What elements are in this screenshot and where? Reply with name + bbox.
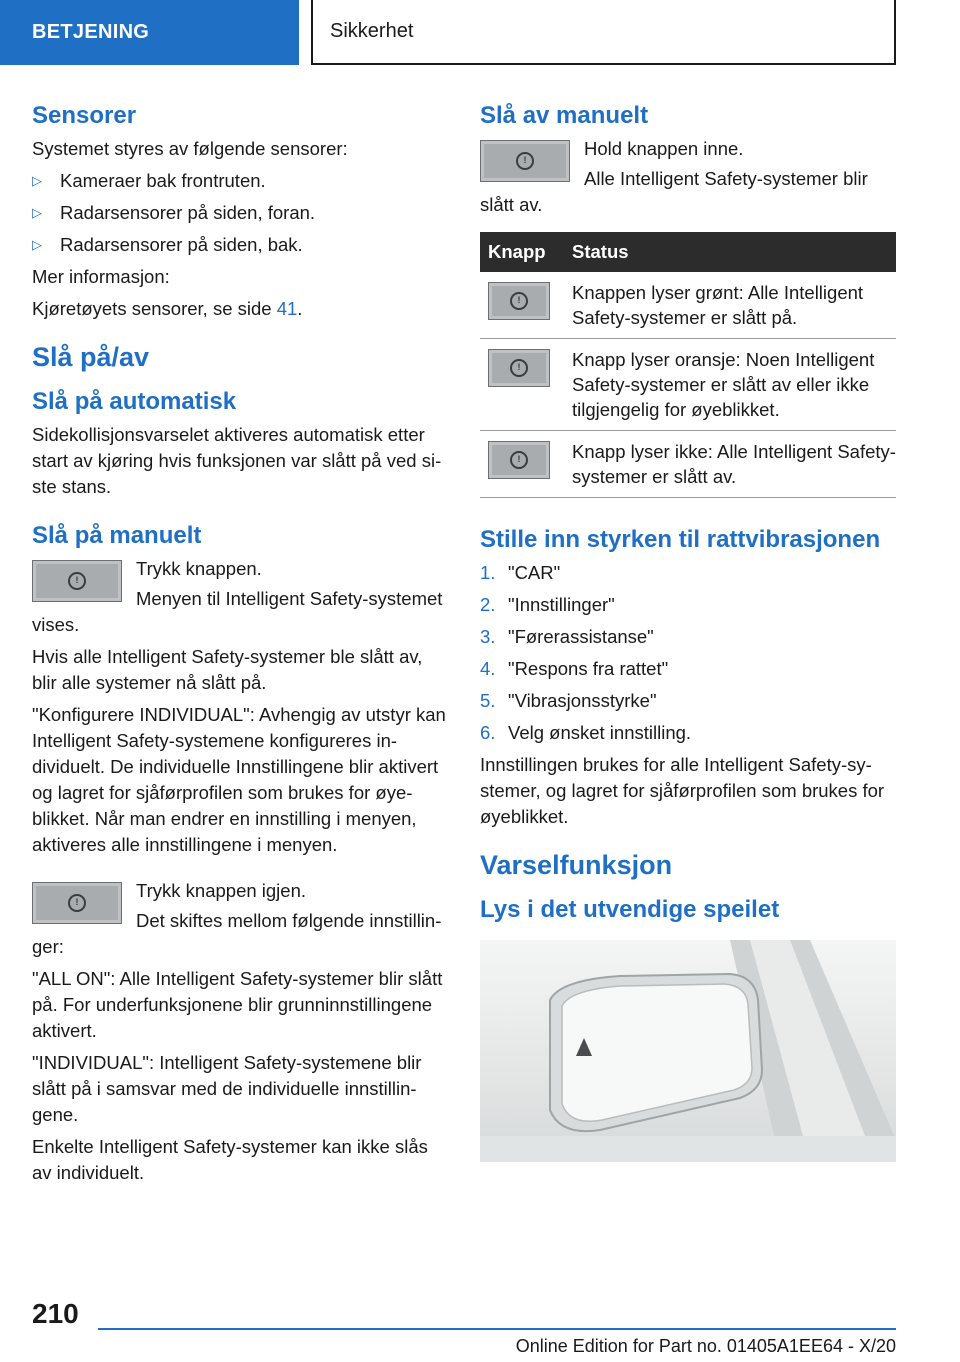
step-press-button: Trykk knappen. xyxy=(136,558,262,579)
step-menu-shown: Menyen til Intelligent Safety-systemet vises. xyxy=(32,588,443,635)
intelligent-safety-icon: ! xyxy=(510,451,528,469)
vibration-note: Innstillingen brukes for alle Intelligent Safety-systemer, og lagret for sjåførprofilen som brukes for øyeblikket. xyxy=(480,754,885,827)
column-header-status: Status xyxy=(564,232,896,272)
button-cell xyxy=(480,272,564,339)
table-row xyxy=(480,431,896,498)
more-info-label: Mer informasjon: xyxy=(32,266,170,287)
list-item xyxy=(32,232,448,258)
manual-paragraph-3: "ALL ON": Alle Intelligent Safety-systemer blir slått på. For underfunksjonene blir grunninnstillingene aktivert. xyxy=(32,968,443,1041)
step-press-again: Trykk knappen igjen. xyxy=(136,880,307,901)
section-header xyxy=(311,0,896,65)
on-off-heading: Slå på/av xyxy=(32,342,150,372)
page-number: 210 xyxy=(32,1298,79,1329)
warning-heading: Varselfunksjon xyxy=(480,850,673,880)
footer-divider xyxy=(98,1328,896,1330)
safety-button-image xyxy=(480,140,570,182)
triangle-bullet-icon: ▷ xyxy=(32,173,42,188)
step-hold-button: Hold knappen inne. xyxy=(584,138,744,159)
intelligent-safety-icon: ! xyxy=(516,152,534,170)
section-label: Sikkerhet xyxy=(330,20,414,42)
intelligent-safety-icon: ! xyxy=(510,359,528,377)
list-item-text: Kameraer bak frontruten. xyxy=(60,170,266,191)
list-item xyxy=(32,168,448,194)
step-text: "Respons fra rattet" xyxy=(508,658,669,679)
list-item-text: Radarsensorer på siden, foran. xyxy=(60,202,316,223)
step-number: 3. xyxy=(480,626,496,647)
intelligent-safety-icon: ! xyxy=(510,292,528,310)
status-cell: Knapp lyser ikke: Alle Intelligent Safety-systemer er slått av. xyxy=(564,431,896,498)
table-header-row xyxy=(480,232,896,272)
manual-on-heading: Slå på manuelt xyxy=(32,522,202,549)
edition-note: Online Edition for Part no. 01405A1EE64 - X/20 xyxy=(515,1336,896,1356)
step-text: "Førerassistanse" xyxy=(508,626,654,647)
sensors-intro: Systemet styres av følgende sensorer: xyxy=(32,138,348,159)
intelligent-safety-icon: ! xyxy=(68,894,86,912)
chapter-label: BETJENING xyxy=(32,21,150,43)
right-column xyxy=(480,100,896,1162)
safety-button-image xyxy=(32,882,122,924)
list-item xyxy=(480,560,896,586)
step-number: 1. xyxy=(480,562,496,583)
step-text: Velg ønsket innstilling. xyxy=(508,722,692,743)
step-number: 6. xyxy=(480,722,496,743)
reference-text: Kjøretøyets sensorer, se side xyxy=(32,298,277,319)
mirror-drawing xyxy=(480,940,896,1162)
safety-button-orange-image xyxy=(488,349,550,387)
reference-end: . xyxy=(297,298,303,319)
list-item xyxy=(480,656,896,682)
status-cell: Knapp lyser oransje: Noen Intelligent Safety-systemer er slått av eller ikke tilgjengelig for øyeblikket. xyxy=(564,339,896,431)
auto-heading: Slå på automatisk xyxy=(32,388,237,415)
button-cell xyxy=(480,339,564,431)
list-item xyxy=(32,200,448,226)
sensors-reference xyxy=(32,296,448,322)
manual-off-heading: Slå av manuelt xyxy=(480,102,649,129)
triangle-bullet-icon: ▷ xyxy=(32,205,42,220)
step-cycle-settings: Det skiftes mellom følgende innstillinger: xyxy=(32,910,442,957)
manual-paragraph-1: Hvis alle Intelligent Safety-systemer ble slått av, blir alle systemer nå slått på. xyxy=(32,646,423,693)
list-item xyxy=(480,688,896,714)
step-all-off: Alle Intelligent Safety-systemer blir slått av. xyxy=(480,168,868,215)
triangle-bullet-icon: ▷ xyxy=(32,237,42,252)
column-header-button: Knapp xyxy=(480,232,564,272)
step-number: 2. xyxy=(480,594,496,615)
list-item xyxy=(480,592,896,618)
side-mirror-illustration xyxy=(480,940,896,1162)
manual-paragraph-2: "Konfigurere INDIVIDUAL": Avhengig av utstyr kan Intelligent Safety-systemene konfigureres individuelt. De individuelle Innstillingene blir aktivert og lagret for sjåførprofilen som brukes for øyeblikket. Når man endrer en innstilling i menyen, aktiveres alle innstillingene i menyen. xyxy=(32,704,446,855)
vibration-heading: Stille inn styrken til rattvibrasjonen xyxy=(480,526,881,553)
status-cell: Knappen lyser grønt: Alle Intelligent Safety-systemer er slått på. xyxy=(564,272,896,339)
auto-text: Sidekollisjonsvarselet aktiveres automatisk etter start av kjøring hvis funksjonen var slått på ved siste stans. xyxy=(32,424,442,497)
left-column xyxy=(32,100,448,1192)
sensors-heading: Sensorer xyxy=(32,102,137,129)
safety-button-image xyxy=(32,560,122,602)
button-cell xyxy=(480,431,564,498)
list-item xyxy=(480,720,896,746)
status-table xyxy=(480,232,896,498)
table-row xyxy=(480,272,896,339)
mirror-heading: Lys i det utvendige speilet xyxy=(480,896,780,923)
safety-button-off-image xyxy=(488,441,550,479)
safety-button-green-image xyxy=(488,282,550,320)
step-text: "CAR" xyxy=(508,562,561,583)
step-text: "Vibrasjonsstyrke" xyxy=(508,690,657,711)
chapter-tab xyxy=(0,0,299,65)
step-text: "Innstillinger" xyxy=(508,594,615,615)
step-number: 5. xyxy=(480,690,496,711)
list-item xyxy=(480,624,896,650)
table-row xyxy=(480,339,896,431)
manual-paragraph-5: Enkelte Intelligent Safety-systemer kan ikke slås av individuelt. xyxy=(32,1136,428,1183)
intelligent-safety-icon: ! xyxy=(68,572,86,590)
page-link[interactable]: 41 xyxy=(276,298,298,319)
step-number: 4. xyxy=(480,658,496,679)
list-item-text: Radarsensorer på siden, bak. xyxy=(60,234,303,255)
manual-paragraph-4: "INDIVIDUAL": Intelligent Safety-systemene blir slått på i samsvar med de individuelle innstillingene. xyxy=(32,1052,422,1125)
